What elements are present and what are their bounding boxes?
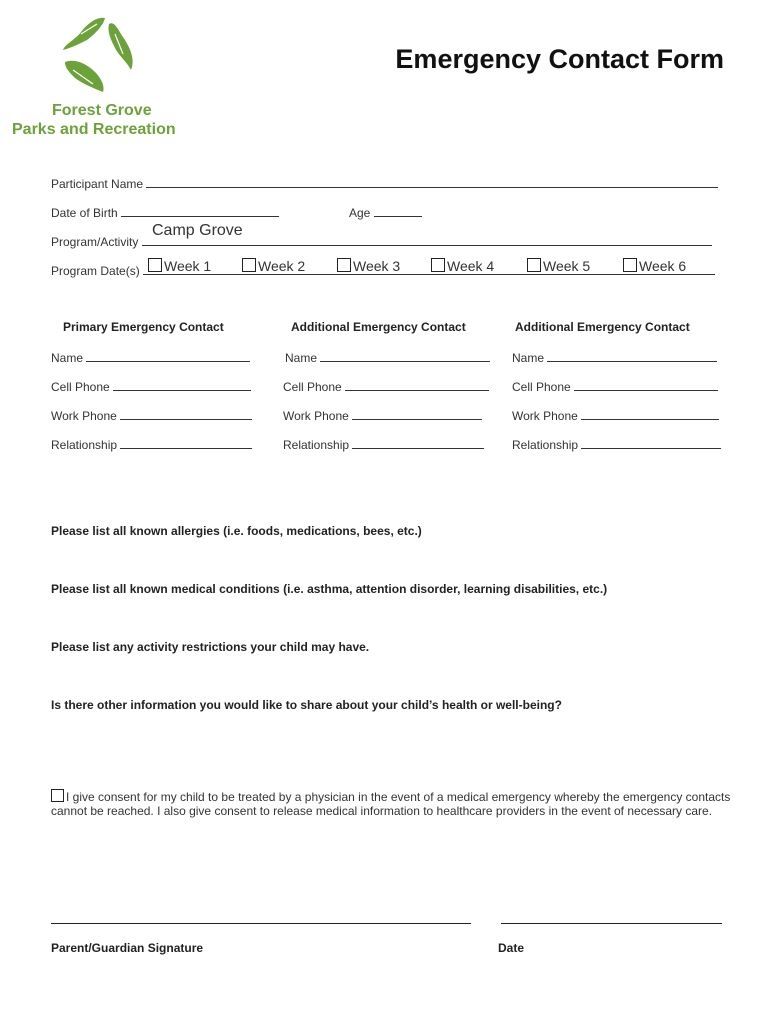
signature-label: Parent/Guardian Signature [51,941,204,955]
additional2-work-line[interactable] [581,407,719,420]
participant-name-line[interactable] [146,175,718,188]
cell-phone-label: Cell Phone [512,380,571,394]
week-6-checkbox[interactable] [623,258,686,274]
week-4-checkbox[interactable] [431,258,494,274]
additional1-relationship-line[interactable] [352,436,484,449]
additional-contact-heading-2: Additional Emergency Contact [515,320,690,334]
primary-cell-line[interactable] [113,378,251,391]
signature-line[interactable] [51,923,471,924]
additional-contact-heading-1: Additional Emergency Contact [291,320,466,334]
oak-leaves-icon [57,14,152,96]
allergies-question: Please list all known allergies (i.e. foods, medications, bees, etc.) [51,524,422,538]
additional1-work-line[interactable] [352,407,482,420]
dob-line[interactable] [121,204,279,217]
program-dates-label: Program Date(s) [51,264,140,278]
participant-name-field[interactable] [51,175,718,191]
name-label: Name [285,351,318,365]
week-label: Week 1 [164,258,212,274]
checkbox-icon [337,258,351,272]
additional2-relationship-line[interactable] [581,436,721,449]
work-phone-label: Work Phone [51,409,117,423]
activity-restrictions-question: Please list any activity restrictions your child may have. [51,640,370,654]
week-label: Week 2 [258,258,306,274]
relationship-label: Relationship [51,438,118,452]
week-label: Week 6 [639,258,687,274]
org-name-line2: Parks and Recreation [12,121,176,138]
week-label: Week 3 [353,258,401,274]
additional2-relationship-field[interactable] [512,436,721,452]
org-name-line1: Forest Grove [52,102,152,119]
program-activity-field[interactable] [51,233,712,249]
additional2-cell-field[interactable] [512,378,718,394]
week-2-checkbox[interactable] [242,258,305,274]
checkbox-icon [431,258,445,272]
additional2-work-field[interactable] [512,407,719,423]
other-info-question: Is there other information you would like to share about your child’s health or well-being? [51,698,562,712]
work-phone-label: Work Phone [283,409,349,423]
additional1-cell-field[interactable] [283,378,489,394]
checkbox-icon [623,258,637,272]
primary-name-line[interactable] [86,349,250,362]
relationship-label: Relationship [283,438,350,452]
name-label: Name [512,351,545,365]
checkbox-icon [527,258,541,272]
additional2-name-line[interactable] [547,349,717,362]
consent-checkbox[interactable] [51,789,64,802]
age-field[interactable] [349,204,422,220]
additional1-relationship-field[interactable] [283,436,484,452]
age-label: Age [349,206,371,220]
relationship-label: Relationship [512,438,579,452]
dob-label: Date of Birth [51,206,118,220]
primary-work-field[interactable] [51,407,252,423]
primary-relationship-line[interactable] [120,436,252,449]
page-title: Emergency Contact Form [395,44,724,74]
primary-contact-heading: Primary Emergency Contact [63,320,224,334]
date-line[interactable] [501,923,722,924]
primary-relationship-field[interactable] [51,436,252,452]
name-label: Name [51,351,84,365]
participant-name-label: Participant Name [51,177,144,191]
cell-phone-label: Cell Phone [283,380,342,394]
primary-work-line[interactable] [120,407,252,420]
additional1-name-line[interactable] [320,349,490,362]
program-activity-label: Program/Activity [51,235,139,249]
consent-statement [51,789,731,818]
week-3-checkbox[interactable] [337,258,400,274]
org-logo [12,14,212,144]
date-label: Date [498,941,525,955]
week-label: Week 4 [447,258,495,274]
work-phone-label: Work Phone [512,409,578,423]
week-1-checkbox[interactable] [148,258,211,274]
week-label: Week 5 [543,258,591,274]
additional2-cell-line[interactable] [574,378,718,391]
additional2-name-field[interactable] [512,349,717,365]
additional1-name-field[interactable] [285,349,490,365]
medical-conditions-question: Please list all known medical conditions (i.e. asthma, attention disorder, learning disabilities, etc.) [51,582,608,596]
program-activity-value: Camp Grove [152,222,243,239]
cell-phone-label: Cell Phone [51,380,110,394]
age-line[interactable] [374,204,422,217]
checkbox-icon [242,258,256,272]
week-5-checkbox[interactable] [527,258,590,274]
primary-cell-field[interactable] [51,378,251,394]
dob-field[interactable] [51,204,279,220]
additional1-cell-line[interactable] [345,378,489,391]
consent-text: I give consent for my child to be treated by a physician in the event of a medical emergency whereby the emergency contacts cannot be reached. I also give consent to release medical information to healthcare providers in the event of necessary care. [51,790,731,818]
checkbox-icon [148,258,162,272]
additional1-work-field[interactable] [283,407,482,423]
primary-name-field[interactable] [51,349,250,365]
